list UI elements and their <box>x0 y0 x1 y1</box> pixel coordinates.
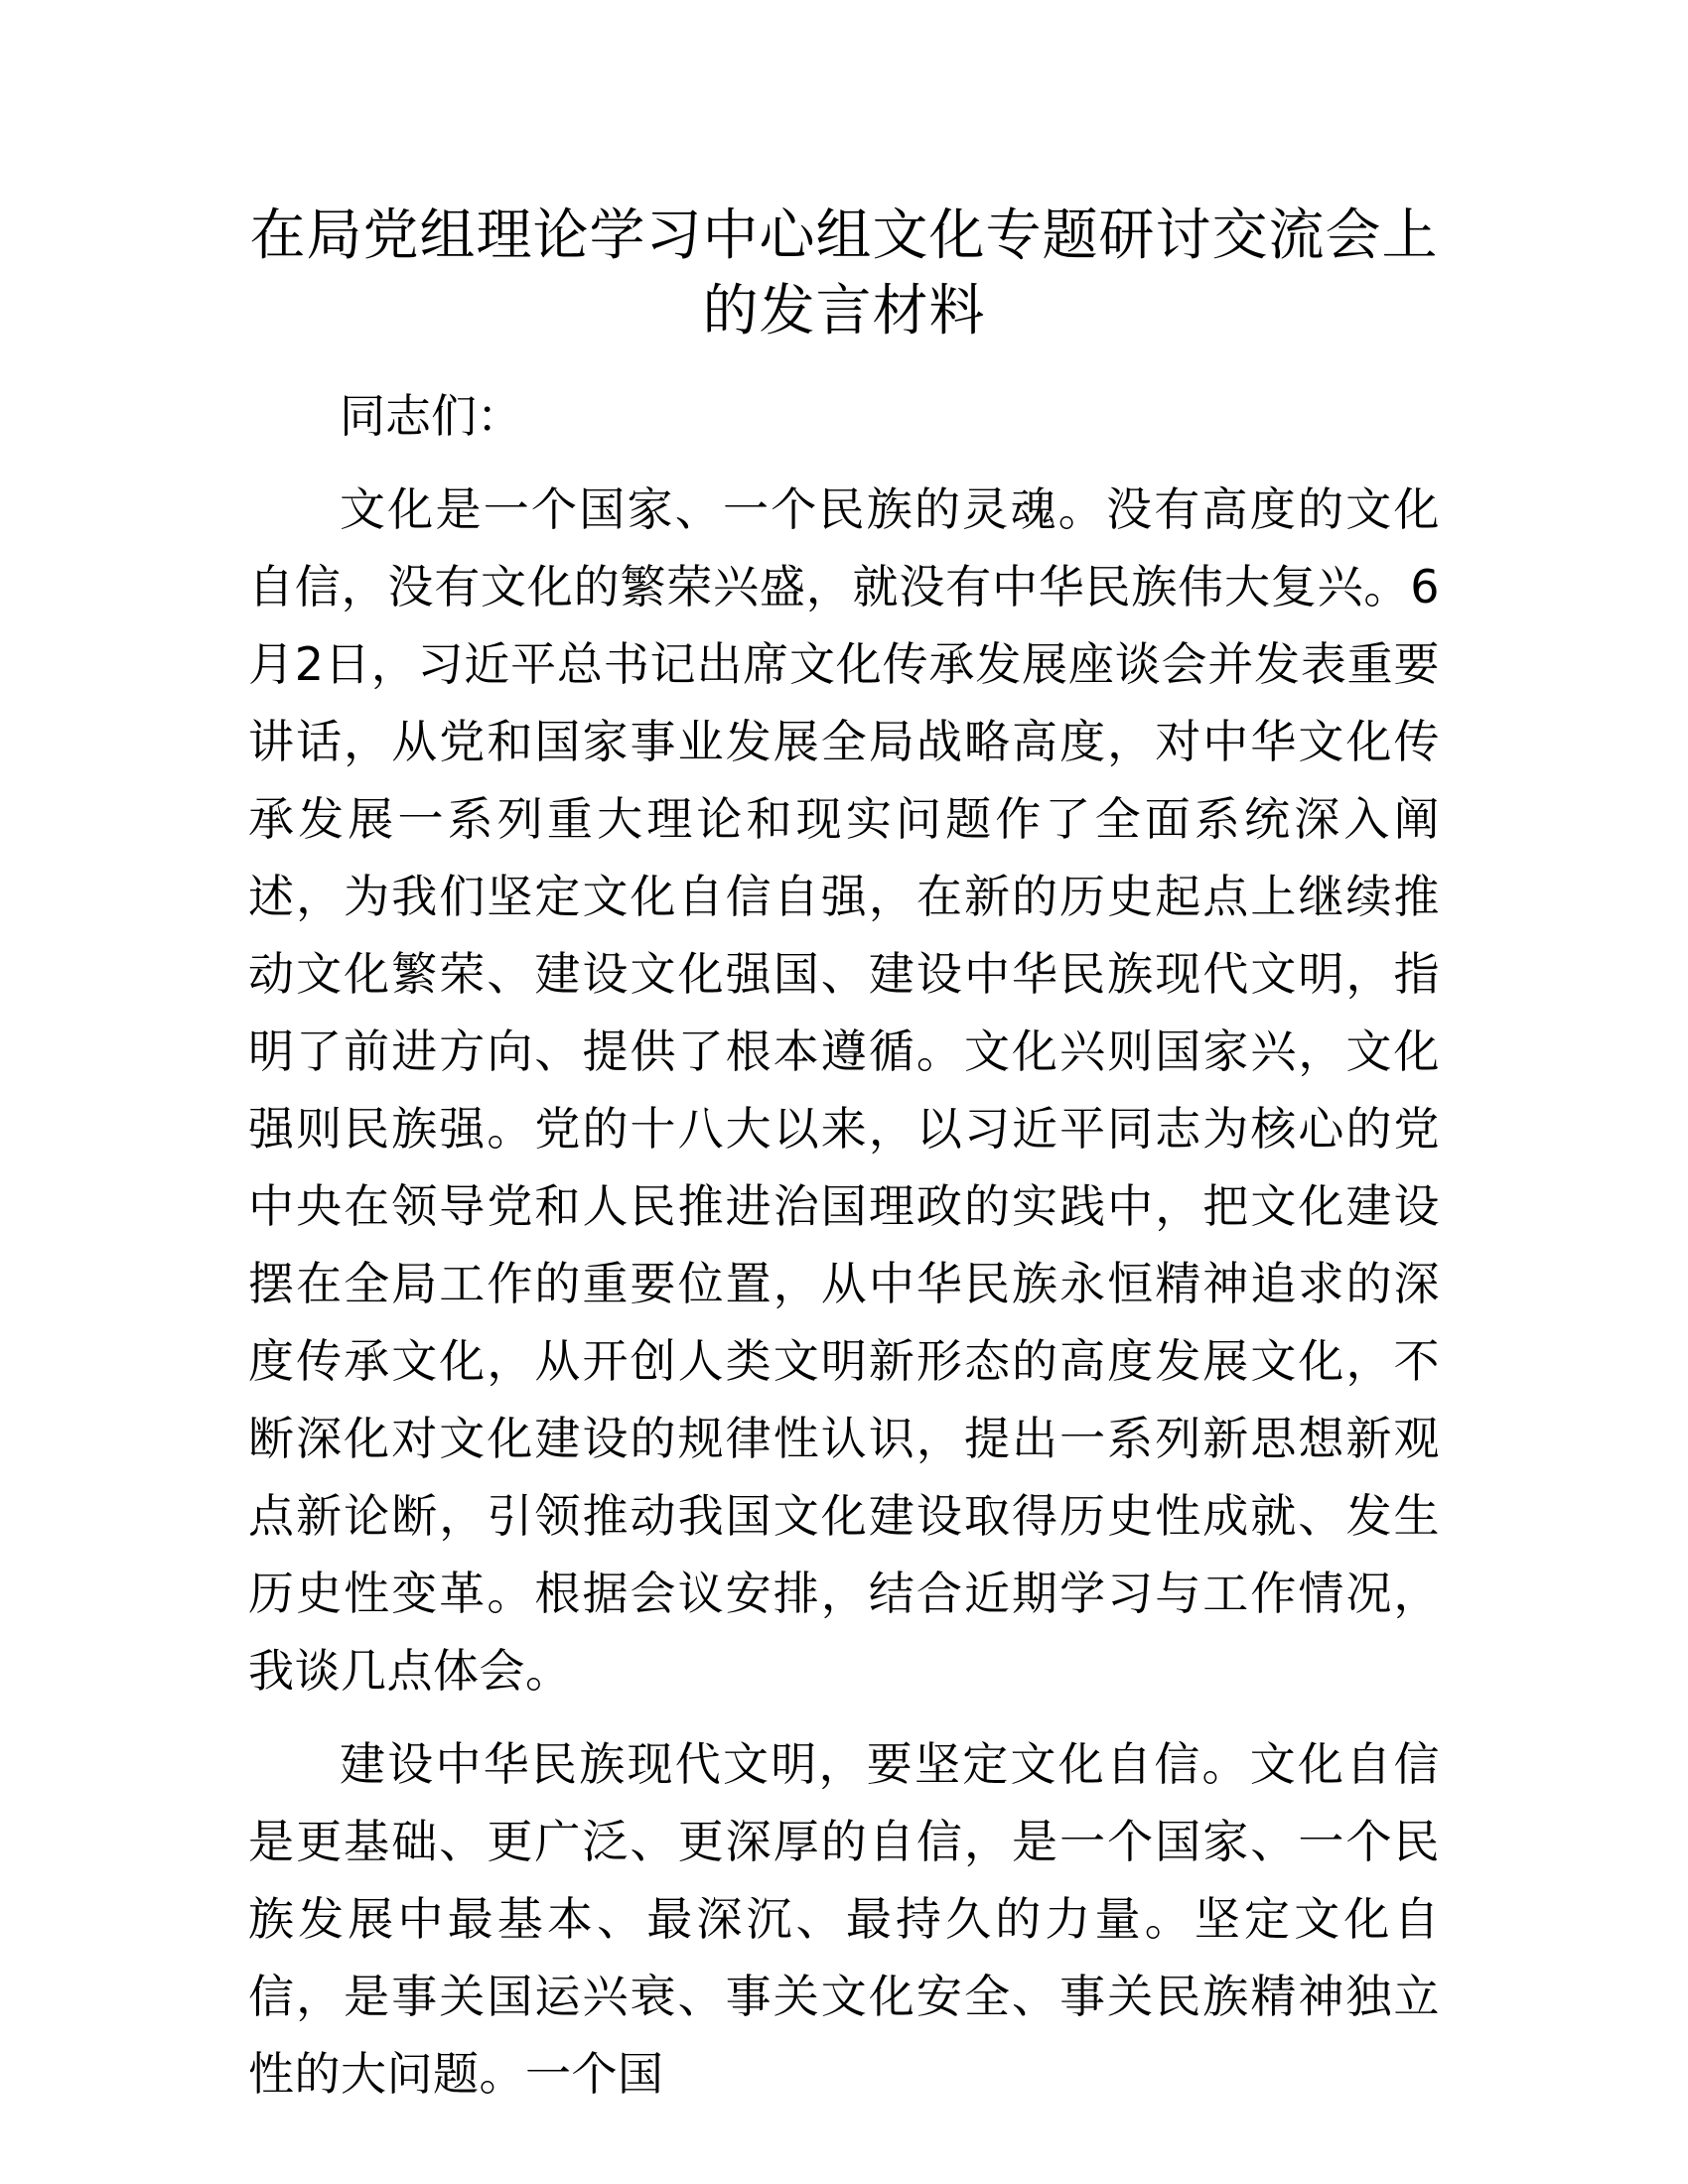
salutation: 同志们： <box>340 389 522 443</box>
document-body <box>248 377 1440 2128</box>
paragraph-1: 文化是一个国家、一个民族的灵魂。没有高度的文化自信，没有文化的繁荣兴盛，就没有中华民族伟大复兴。6月2日，习近平总书记出席文化传承发展座谈会并发表重要讲话，从党和国家事业发展全局战略高度，对中华文化传承发展一系列重大理论和现实问题作了全面系统深入阐述，为我们坚定文化自信自强，在新的历史起点上继续推动文化繁荣、建设文化强国、建设中华民族现代文明，指明了前进方向、提供了根本遵循。文化兴则国家兴，文化强则民族强。党的十八大以来，以习近平同志为核心的党中央在领导党和人民推进治国理政的实践中，把文化建设摆在全局工作的重要位置，从中华民族永恒精神追求的深度传承文化，从开创人类文明新形态的高度发展文化，不断深化对文化建设的规律性认识，提出一系列新思想新观点新论断，引领推动我国文化建设取得历史性成就、发生历史性变革。根据会议安排，结合近期学习与工作情况，我谈几点体会。 <box>248 482 1440 1698</box>
document-title: 在局党组理论学习中心组文化专题研讨交流会上的发言材料 <box>249 204 1439 343</box>
paragraph-2: 建设中华民族现代文明，要坚定文化自信。文化自信是更基础、更广泛、更深厚的自信，是一个国家、一个民族发展中最基本、最深沉、最持久的力量。坚定文化自信，是事关国运兴衰、事关文化安全、事关民族精神独立性的大问题。一个国 <box>248 1737 1440 2101</box>
